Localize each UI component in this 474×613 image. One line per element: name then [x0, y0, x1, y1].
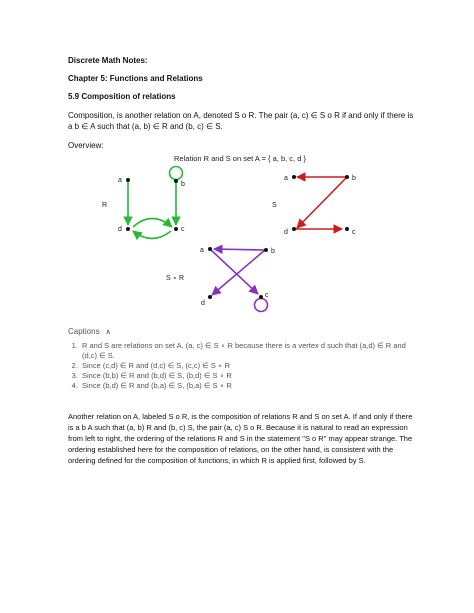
graph-sor-label: S ∘ R: [166, 275, 184, 282]
chevron-up-icon: ∧: [105, 329, 111, 336]
edge-sor-b-a: [214, 249, 265, 250]
vertex-r-b-label: b: [181, 181, 185, 188]
vertex-s-b: [345, 175, 349, 179]
vertex-r-c: [174, 227, 178, 231]
vertex-sor-c-label: c: [265, 292, 269, 299]
vertex-s-d-label: d: [284, 229, 288, 236]
overview-label: Overview:: [68, 141, 104, 150]
loop-sor-c: [255, 299, 268, 312]
vertex-r-a: [126, 178, 130, 182]
doc-title: Discrete Math Notes:: [68, 56, 148, 65]
vertex-sor-b-label: b: [271, 248, 275, 255]
captions-toggle[interactable]: [68, 327, 111, 336]
edge-sor-b-d: [212, 250, 265, 295]
vertex-sor-d-label: d: [201, 300, 205, 307]
vertex-r-a-label: a: [118, 177, 122, 184]
vertex-r-d: [126, 227, 130, 231]
graph-s-o-r: [166, 247, 275, 312]
diagram-heading: Relation R and S on set A = { a, b, c, d }: [174, 154, 306, 163]
vertex-s-a-label: a: [284, 175, 288, 182]
intro-text: Composition, is another relation on A, denoted S o R. The pair (a, c) ∈ S o R if and only if there is a b ∈ A such that (a, b) ∈ R and (b, c) ∈ S.: [68, 111, 414, 131]
vertex-s-c-label: c: [352, 229, 356, 236]
edge-r-c-d: [133, 231, 171, 239]
vertex-sor-c: [259, 295, 263, 299]
edge-sor-a-c: [210, 249, 258, 294]
vertex-sor-b: [264, 248, 268, 252]
caption-item: 1. R and S are relations on set A. (a, c) ∈ S ∘ R because there is a vertex d such that (a,d) ∈ R and (d,c) ∈ S.: [80, 341, 420, 361]
loop-r-b: [170, 167, 183, 180]
chapter-heading: Chapter 5: Functions and Relations: [68, 74, 203, 83]
vertex-s-c: [345, 227, 349, 231]
edge-s-b-d: [297, 178, 346, 228]
captions-list: [68, 341, 420, 391]
body-paragraph: Another relation on A, labeled S o R, is the composition of relations R and S on set A. If and only if there is a b A such that (a, b) R and (b, c) S, the pair (a, c) S o R. Because it is natural to read an expression from left to right, the ordering of the relations R and S in the statement "S o R" may appear strange. The ordering established here for the composition of relations, on the other hand, is consistent with the ordering defined for the composition of functions, in which R is applied first, followed by S.: [68, 412, 413, 465]
vertex-sor-d: [208, 295, 212, 299]
caption-item: 2. Since (c,d) ∈ R and (d,c) ∈ S, (c,c) ∈ S ∘ R: [80, 361, 420, 371]
graph-r: [102, 167, 185, 239]
vertex-r-b: [174, 179, 178, 183]
caption-item: 4. Since (b,d) ∈ R and (b,a) ∈ S, (b,a) ∈ S ∘ R: [80, 381, 420, 391]
vertex-s-a: [292, 175, 296, 179]
section-heading: 5.9 Composition of relations: [68, 92, 176, 101]
captions-title: Captions: [68, 327, 100, 336]
relation-diagram: [0, 150, 474, 320]
vertex-sor-a: [208, 247, 212, 251]
graph-s: [272, 175, 356, 236]
vertex-r-c-label: c: [181, 226, 185, 233]
graph-s-label: S: [272, 202, 277, 209]
graph-r-label: R: [102, 202, 108, 209]
vertex-s-d: [292, 227, 296, 231]
edge-r-d-c: [133, 219, 172, 228]
caption-item: 3. Since (b,b) ∈ R and (b,d) ∈ S, (b,d) ∈ S ∘ R: [80, 371, 420, 381]
vertex-r-d-label: d: [118, 226, 122, 233]
vertex-s-b-label: b: [352, 175, 356, 182]
vertex-sor-a-label: a: [200, 247, 204, 254]
